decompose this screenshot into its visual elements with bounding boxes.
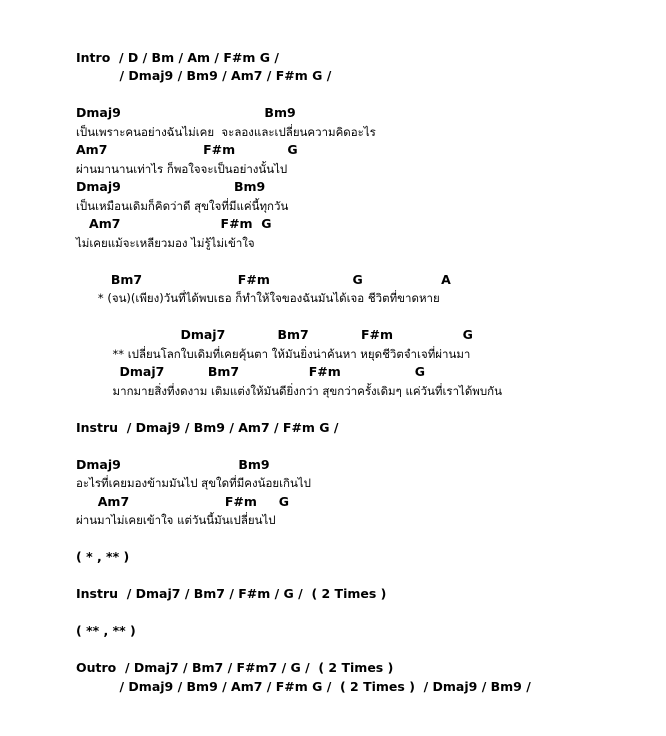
chord-line: Am7 F#m G (76, 494, 289, 509)
lyric-line-chorus-2: ** เปลี่ยนโลกใบเดิมที่เคยคุ้นตา ให้มันยิ่งน่าค้นหา หยุดชีวิตจำเจที่ผ่านมา (76, 347, 471, 361)
lyric-line: เป็นเพราะคนอย่างฉันไม่เคย จะลองและเปลี่ยนความคิดอะไร (76, 125, 376, 139)
instru-line: Instru / Dmaj9 / Bm9 / Am7 / F#m G / (76, 420, 339, 435)
lyric-line: เป็นเหมือนเดิมก็คิดว่าดี สุขใจที่มีแค่นี้ทุกวัน (76, 199, 289, 213)
chord-line: Dmaj9 Bm9 (76, 179, 266, 194)
intro-line-2: / Dmaj9 / Bm9 / Am7 / F#m G / (76, 68, 332, 83)
chord-line: Am7 F#m G (76, 142, 298, 157)
repeat-marker: ( ** , ** ) (76, 623, 136, 638)
chord-line: Dmaj7 Bm7 F#m G (76, 364, 426, 379)
chord-line: Bm7 F#m G A (76, 272, 451, 287)
lyric-line: อะไรที่เคยมองข้ามมันไป สุขใดที่มีคงน้อยเกินไป (76, 476, 311, 490)
lyric-line-chorus-1: * (จน)(เพียง)วันที่ได้พบเธอ ก็ทำให้ใจของฉันมันได้เจอ ชีวิตที่ขาดหาย (76, 291, 440, 305)
outro-line-2: / Dmaj9 / Bm9 / Am7 / F#m G / ( 2 Times ) / Dmaj9 / Bm9 / (76, 679, 531, 694)
chord-line: Dmaj7 Bm7 F#m G (76, 327, 473, 342)
repeat-marker: ( * , ** ) (76, 549, 130, 564)
outro-line-1: Outro / Dmaj7 / Bm7 / F#m7 / G / ( 2 Times ) (76, 660, 394, 675)
chord-line: Dmaj9 Bm9 (76, 457, 270, 472)
lyric-line: ผ่านมานานเท่าไร ก็พอใจจะเป็นอย่างนั้นไป (76, 162, 288, 176)
instru-line: Instru / Dmaj7 / Bm7 / F#m / G / ( 2 Times ) (76, 586, 387, 601)
lyric-line: ผ่านมาไม่เคยเข้าใจ แต่วันนี้มันเปลี่ยนไป (76, 513, 276, 527)
intro-line-1: Intro / D / Bm / Am / F#m G / (76, 50, 279, 65)
chord-line: Am7 F#m G (76, 216, 272, 231)
lyric-line: ไม่เคยแม้จะเหลียวมอง ไม่รู้ไม่เข้าใจ (76, 236, 255, 250)
chord-line: Dmaj9 Bm9 (76, 105, 296, 120)
lyric-line: มากมายสิ่งที่งดงาม เติมแต่งให้มันดียิ่งกว่า สุขกว่าครั้งเดิมๆ แค่วันที่เราได้พบกัน (76, 384, 502, 398)
